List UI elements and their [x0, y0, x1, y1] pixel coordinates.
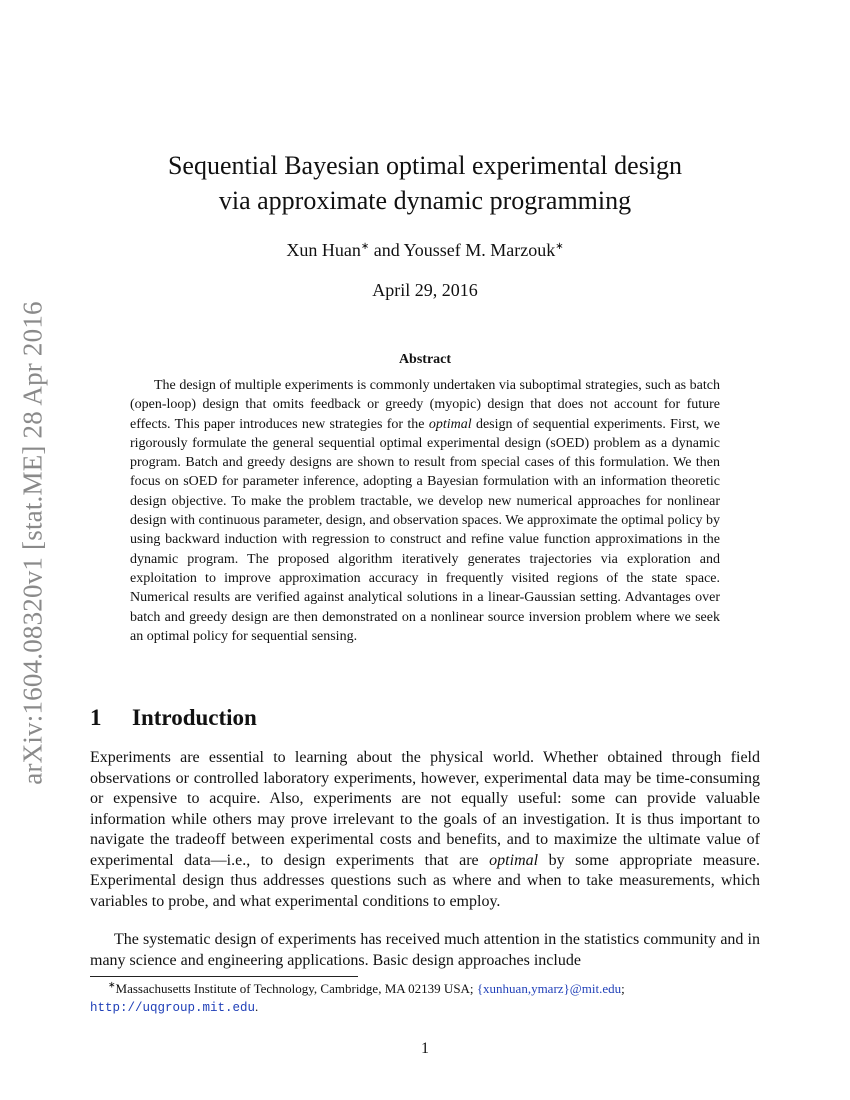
section-heading-introduction	[90, 705, 257, 731]
footnote-url-link[interactable]: http://uqgroup.mit.edu	[90, 1001, 256, 1015]
author-2: Youssef M. Marzouk	[403, 240, 556, 260]
intro-p1-text-2: by some appropriate measure. Experimental design thus addresses questions such as where and when to take measurements, which variables to probe, and what experimental conditions to employ.	[90, 851, 760, 910]
abstract-text-2: design of sequential experiments. First, we rigorously formulate the general sequential optimal experimental design (sOED) problem as a dynamic program. Batch and greedy designs are shown to result from special cases of this formulation. We then focus on sOED for parameter inference, adopting a Bayesian formulation with an information theoretic design objective. To make the problem tractable, we develop new numerical approaches for nonlinear design with continuous parameter, design, and observation spaces. We approximate the optimal policy by using backward induction with regression to construct and refine value function approximations in the dynamic program. The proposed algorithm iteratively generates trajectories via exploration and exploitation to improve approximation accuracy in frequently visited regions of the state space. Numerical results are verified against analytical solutions in a linear-Gaussian setting. Advantages over batch and greedy design are then demonstrated on a nonlinear source inversion problem where we seek an optimal policy for sequential sensing.	[130, 416, 720, 644]
intro-p1-emphasis: optimal	[489, 851, 539, 869]
author-list	[90, 240, 760, 261]
intro-paragraph-2: The systematic design of experiments has received much attention in the statistics community and in many science and engineering applications. Basic design approaches include	[90, 931, 760, 969]
intro-paragraph-1	[90, 748, 760, 912]
abstract-heading: Abstract	[398, 352, 452, 367]
footnote-end: .	[255, 999, 259, 1014]
arxiv-stamp-text: arXiv:1604.08320v1 [stat.ME] 28 Apr 2016	[17, 301, 48, 785]
section-number: 1	[90, 705, 102, 730]
page-number: 1	[421, 1040, 429, 1057]
abstract-body	[130, 376, 720, 646]
affiliation-footnote	[90, 980, 760, 1017]
footnote-separator: ;	[621, 981, 625, 996]
author-2-affiliation-mark: ∗	[555, 241, 564, 252]
footnote-email-link[interactable]: {xunhuan,ymarz}@mit.edu	[476, 981, 622, 996]
title-line-1: Sequential Bayesian optimal experimental design	[167, 151, 683, 180]
footnote-mark: ∗	[108, 979, 116, 990]
footnote-rule	[90, 976, 358, 977]
author-1: Xun Huan	[286, 240, 361, 260]
paper-title	[90, 148, 760, 218]
title-line-2: via approximate dynamic programming	[218, 186, 632, 215]
author-joiner: and	[369, 240, 404, 260]
section-title: Introduction	[132, 705, 257, 730]
abstract-text-1: The design of multiple experiments is commonly undertaken via suboptimal strategies, such as batch (open-loop) design that omits feedback or greedy (myopic) design that does not account for future effects. This paper introduces new strategies for the	[130, 378, 720, 432]
abstract-emphasis: optimal	[428, 416, 472, 432]
author-1-affiliation-mark: ∗	[360, 241, 370, 252]
arxiv-identifier-stamp	[18, 289, 48, 797]
intro-p1-text-1: Experiments are essential to learning about the physical world. Whether obtained through field observations or controlled laboratory experiments, however, experimental data may be time-consuming or expensive to acquire. Also, experiments are not equally useful: some can provide valuable information while others may prove irrelevant to the goals of an investigation. It is thus important to navigate the tradeoff between experimental costs and benefits, and to maximize the ultimate value of experimental data—i.e., to design experiments that are	[90, 749, 760, 869]
footnote-text: Massachusetts Institute of Technology, Cambridge, MA 02139 USA;	[115, 981, 477, 996]
publication-date: April 29, 2016	[372, 280, 478, 300]
